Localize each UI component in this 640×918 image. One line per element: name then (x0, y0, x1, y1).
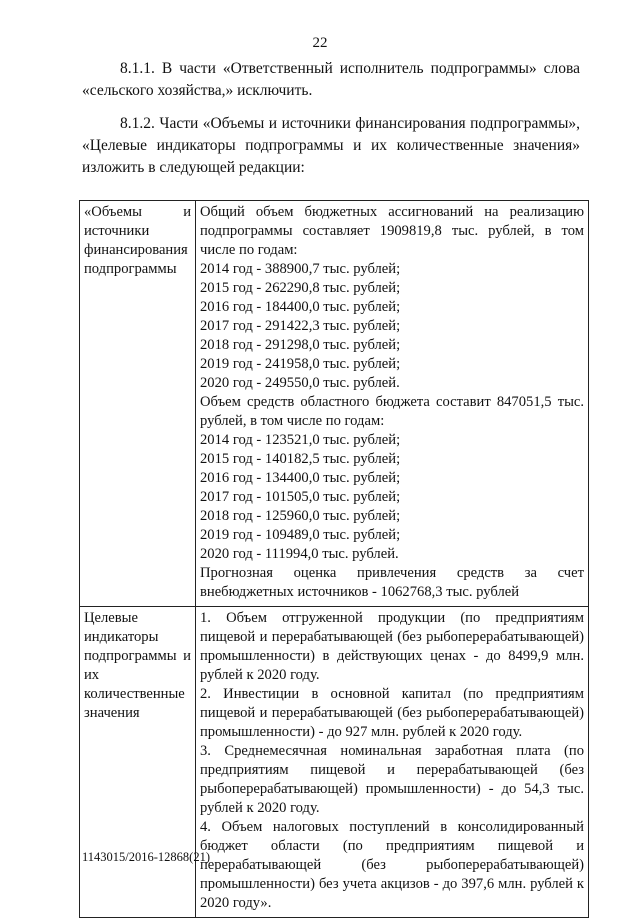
document-footer-code: 1143015/2016-12868(21) (82, 850, 210, 864)
regional-budget-year: 2016 год - 134400,0 тыс. рублей; (200, 470, 401, 486)
page-number: 22 (312, 35, 328, 51)
regional-budget-year: 2018 год - 125960,0 тыс. рублей; (200, 508, 401, 524)
indicators-content-cell (196, 607, 589, 918)
regional-budget-text: Объем средств областного бюджета составит 847051,5 тыс. рублей, в том числе по годам: (200, 394, 584, 429)
funding-content-cell (196, 201, 589, 607)
extrabudgetary-forecast-text: Прогнозная оценка привлечения средств за счет внебюджетных источников - 1062768,3 тыс. рублей (200, 565, 584, 600)
funding-total-year: 2016 год - 184400,0 тыс. рублей; (200, 299, 401, 315)
funding-total-year: 2019 год - 241958,0 тыс. рублей; (200, 356, 401, 372)
funding-label-cell (80, 201, 196, 607)
regional-budget-year: 2020 год - 111994,0 тыс. рублей. (200, 546, 399, 562)
regional-budget-year: 2015 год - 140182,5 тыс. рублей; (200, 451, 401, 467)
regional-budget-year: 2014 год - 123521,0 тыс. рублей; (200, 432, 401, 448)
funding-total-year: 2017 год - 291422,3 тыс. рублей; (200, 318, 401, 334)
paragraph-8-1-2 (82, 113, 580, 179)
funding-total-text: Общий объем бюджетных ассигнований на реализацию подпрограммы составляет 1909819,8 тыс. рублей, в том числе по годам: (200, 204, 584, 258)
paragraph-8-1-2-text: 8.1.2. Части «Объемы и источники финансирования подпрограммы», «Целевые индикаторы подпрограммы и их количественные значения» изложить в следующей редакции: (82, 115, 580, 176)
regional-budget-year: 2019 год - 109489,0 тыс. рублей; (200, 527, 401, 543)
funding-label: «Объемы и источники финансирования подпрограммы (84, 204, 191, 277)
paragraph-8-1-1 (82, 58, 580, 102)
indicators-label: Целевые индикаторы подпрограммы и их количественные значения (84, 610, 191, 721)
indicators-label-cell (80, 607, 196, 918)
table-row-funding (80, 201, 589, 607)
funding-total-year: 2020 год - 249550,0 тыс. рублей. (200, 375, 400, 391)
indicator-item: 4. Объем налоговых поступлений в консолидированный бюджет области (по предприятиям пищевой и перерабатывающей (без рыбоперерабатывающей) промышленности) без учета акцизов - до 397,6 млн. рублей к 2020 году». (200, 819, 584, 911)
table-row-indicators (80, 607, 589, 918)
funding-total-year: 2015 год - 262290,8 тыс. рублей; (200, 280, 401, 296)
subprogram-table (79, 200, 589, 918)
regional-budget-year: 2017 год - 101505,0 тыс. рублей; (200, 489, 401, 505)
indicator-item: 3. Среднемесячная номинальная заработная плата (по предприятиям пищевой и перерабатывающей (без рыбоперерабатывающей) промышленности) - до 54,3 тыс. рублей к 2020 году. (200, 743, 584, 816)
indicator-item: 2. Инвестиции в основной капитал (по предприятиям пищевой и перерабатывающей (без рыбоперерабатывающей) промышленности) - до 927 млн. рублей к 2020 году. (200, 686, 584, 740)
indicator-item: 1. Объем отгруженной продукции (по предприятиям пищевой и перерабатывающей (без рыбоперерабатывающей) промышленности) в действующих ценах - до 8499,9 млн. рублей к 2020 году. (200, 610, 584, 683)
funding-total-year: 2018 год - 291298,0 тыс. рублей; (200, 337, 401, 353)
paragraph-8-1-1-text: 8.1.1. В части «Ответственный исполнитель подпрограммы» слова «сельского хозяйства,» исключить. (82, 60, 580, 99)
funding-total-year: 2014 год - 388900,7 тыс. рублей; (200, 261, 401, 277)
